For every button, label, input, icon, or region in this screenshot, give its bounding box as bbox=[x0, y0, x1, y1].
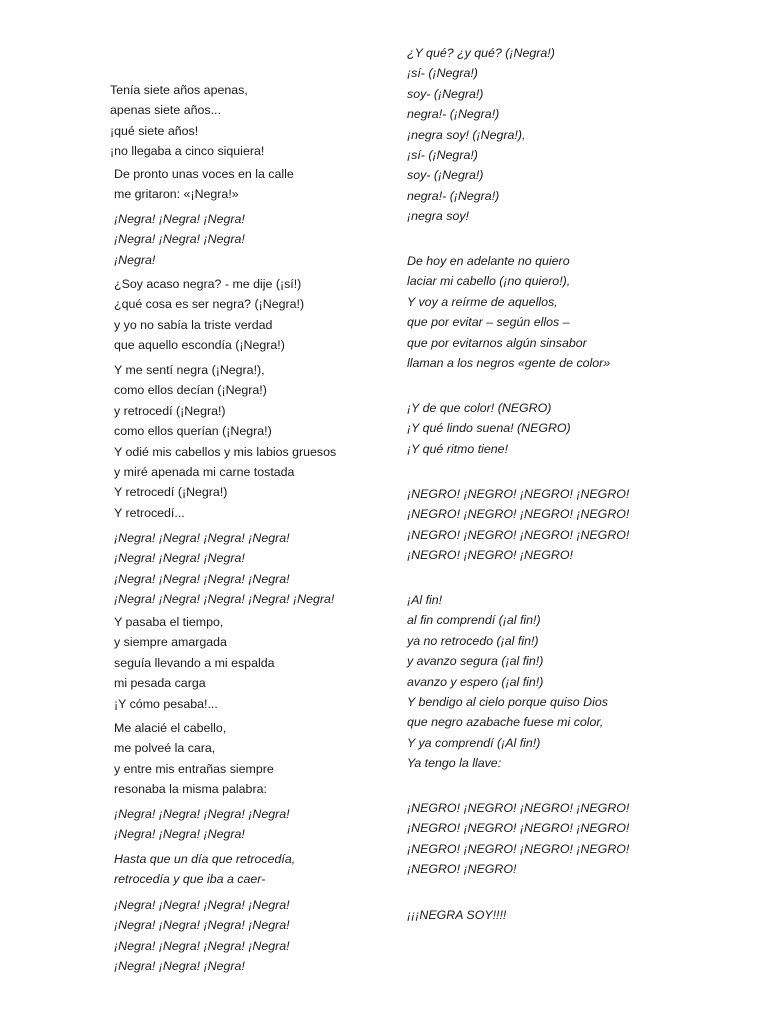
poem-line: apenas siete años... bbox=[110, 103, 221, 118]
poem-line: como ellos decían (¡Negra!) bbox=[114, 383, 267, 398]
stanza-left-6 bbox=[110, 528, 334, 610]
stanza-left-11 bbox=[110, 895, 290, 977]
poem-line: Me alacié el cabello, bbox=[114, 721, 227, 735]
poem-line: ¡no llegaba a cinco siquiera! bbox=[110, 144, 265, 159]
stanza-right-5 bbox=[407, 590, 608, 774]
poem-line: ¡NEGRO! ¡NEGRO! ¡NEGRO! ¡NEGRO! bbox=[407, 841, 630, 856]
poem-line: ¡NEGRO! ¡NEGRO! ¡NEGRO! ¡NEGRO! bbox=[407, 821, 630, 836]
poem-line: Y pasaba el tiempo, bbox=[114, 615, 224, 629]
poem-line: Y bendigo al cielo porque quiso Dios bbox=[407, 695, 608, 710]
poem-line: y miré apenada mi carne tostada bbox=[114, 465, 295, 480]
poem-line: ¡Negra! ¡Negra! ¡Negra! ¡Negra! bbox=[114, 807, 290, 821]
poem-line: ¿Soy acaso negra? - me dije (¡sí!) bbox=[114, 277, 302, 291]
poem-line: Y voy a reírme de aquellos, bbox=[407, 294, 558, 309]
poem-line: ¡NEGRO! ¡NEGRO! ¡NEGRO! ¡NEGRO! bbox=[407, 487, 630, 501]
poem-line: negra!- (¡Negra!) bbox=[407, 107, 500, 122]
poem-line: ¡Negra! ¡Negra! ¡Negra! bbox=[114, 232, 245, 247]
poem-line: ¡qué siete años! bbox=[110, 123, 199, 138]
poem-line: ¡Negra! ¡Negra! ¡Negra! bbox=[114, 959, 245, 974]
poem-line: mi pesada carga bbox=[114, 676, 206, 691]
poem-line: ya no retrocedo (¡al fin!) bbox=[407, 633, 539, 648]
poem-line: ¡NEGRO! ¡NEGRO! ¡NEGRO! bbox=[407, 548, 573, 563]
stanza-left-1 bbox=[110, 80, 264, 162]
poem-line: negra!- (¡Negra!) bbox=[407, 188, 500, 203]
poem-line: al fin comprendí (¡al fin!) bbox=[407, 613, 541, 628]
poem-line: ¡Negra! ¡Negra! ¡Negra! bbox=[114, 551, 245, 566]
poem-line: y entre mis entrañas siempre bbox=[114, 761, 274, 776]
poem-line: Y ya comprendí (¡Al fin!) bbox=[407, 735, 541, 750]
poem-line: ¿qué cosa es ser negra? (¡Negra!) bbox=[114, 297, 305, 312]
poem-line: ¡Negra! ¡Negra! ¡Negra! bbox=[114, 212, 245, 226]
poem-line: De hoy en adelante no quiero bbox=[407, 254, 570, 268]
poem-line: ¡Y cómo pesaba!... bbox=[114, 696, 218, 711]
poem-line: ¡Negra! ¡Negra! ¡Negra! ¡Negra! bbox=[114, 918, 290, 933]
poem-line: llaman a los negros «gente de color» bbox=[407, 356, 611, 371]
poem-line: ¡Y qué lindo suena! (NEGRO) bbox=[407, 421, 571, 436]
stanza-right-3 bbox=[407, 398, 571, 459]
poem-line: ¡Negra! ¡Negra! ¡Negra! ¡Negra! bbox=[114, 531, 290, 545]
poem-line: que negro azabache fuese mi color, bbox=[407, 715, 604, 730]
poem-line: ¡NEGRO! ¡NEGRO! bbox=[407, 862, 517, 877]
stanza-left-2 bbox=[110, 164, 294, 205]
poem-line: y avanzo segura (¡al fin!) bbox=[407, 654, 544, 669]
poem-line: ¡Negra! ¡Negra! ¡Negra! ¡Negra! ¡Negra! bbox=[114, 592, 335, 607]
poem-line: resonaba la misma palabra: bbox=[114, 782, 267, 797]
poem-line: avanzo y espero (¡al fin!) bbox=[407, 674, 544, 689]
poem-line: que por evitarnos algún sinsabor bbox=[407, 335, 587, 350]
poem-line: De pronto unas voces en la calle bbox=[114, 167, 294, 181]
poem-line: soy- (¡Negra!) bbox=[407, 168, 484, 183]
stanza-left-9 bbox=[110, 804, 290, 845]
stanza-right-2 bbox=[407, 251, 610, 373]
poem-line: ¿Y qué? ¿y qué? (¡Negra!) bbox=[407, 46, 555, 60]
poem-line: y retrocedí (¡Negra!) bbox=[114, 403, 226, 418]
poem-line: Y retrocedí... bbox=[114, 505, 185, 520]
stanza-left-7 bbox=[110, 612, 275, 714]
poem-line: ¡Y qué ritmo tiene! bbox=[407, 441, 509, 456]
poem-line: que aquello escondía (¡Negra!) bbox=[114, 338, 285, 353]
poem-line: Y me sentí negra (¡Negra!), bbox=[114, 363, 265, 377]
poem-line: soy- (¡Negra!) bbox=[407, 86, 484, 101]
poem-line: ¡Negra! bbox=[114, 252, 156, 267]
poem-line: ¡NEGRO! ¡NEGRO! ¡NEGRO! ¡NEGRO! bbox=[407, 527, 630, 542]
poem-line: ¡Negra! ¡Negra! ¡Negra! ¡Negra! bbox=[114, 938, 290, 953]
poem-line: ¡Negra! ¡Negra! ¡Negra! ¡Negra! bbox=[114, 571, 290, 586]
poem-line: laciar mi cabello (¡no quiero!), bbox=[407, 274, 571, 289]
poem-line: y siempre amargada bbox=[114, 635, 227, 650]
poem-line: ¡¡¡NEGRA SOY!!!! bbox=[407, 908, 507, 922]
stanza-right-1 bbox=[407, 43, 555, 227]
stanza-left-3 bbox=[110, 209, 245, 270]
poem-line: ¡sí- (¡Negra!) bbox=[407, 66, 478, 81]
poem-line: seguía llevando a mi espalda bbox=[114, 655, 275, 670]
poem-line: Y retrocedí (¡Negra!) bbox=[114, 485, 228, 500]
poem-line: ¡Al fin! bbox=[407, 593, 443, 607]
poem-line: Ya tengo la llave: bbox=[407, 756, 502, 771]
poem-line: ¡NEGRO! ¡NEGRO! ¡NEGRO! ¡NEGRO! bbox=[407, 507, 630, 522]
stanza-left-8 bbox=[110, 718, 274, 800]
poem-line: me polveé la cara, bbox=[114, 741, 216, 756]
stanza-right-4 bbox=[407, 484, 629, 566]
stanza-right-6 bbox=[407, 798, 629, 880]
stanza-left-5 bbox=[110, 360, 336, 523]
poem-line: ¡Y de que color! (NEGRO) bbox=[407, 401, 552, 415]
poem-line: ¡sí- (¡Negra!) bbox=[407, 148, 478, 163]
poem-line: y yo no sabía la triste verdad bbox=[114, 317, 273, 332]
stanza-left-10 bbox=[110, 849, 295, 890]
stanza-right-7 bbox=[407, 905, 506, 925]
poem-line: ¡NEGRO! ¡NEGRO! ¡NEGRO! ¡NEGRO! bbox=[407, 801, 630, 815]
poem-line: ¡Negra! ¡Negra! ¡Negra! bbox=[114, 827, 245, 842]
poem-line: Tenía siete años apenas, bbox=[110, 83, 248, 97]
poem-line: ¡negra soy! bbox=[407, 209, 469, 224]
poem-line: que por evitar – según ellos – bbox=[407, 315, 570, 330]
stanza-left-4 bbox=[110, 274, 304, 356]
poem-line: retrocedía y que iba a caer- bbox=[114, 872, 266, 887]
poem-line: me gritaron: «¡Negra!» bbox=[114, 187, 239, 202]
poem-line: ¡negra soy! (¡Negra!), bbox=[407, 127, 526, 142]
poem-line: ¡Negra! ¡Negra! ¡Negra! ¡Negra! bbox=[114, 898, 290, 912]
poem-line: Y odié mis cabellos y mis labios gruesos bbox=[114, 444, 337, 459]
poem-line: como ellos querían (¡Negra!) bbox=[114, 424, 272, 439]
poem-line: Hasta que un día que retrocedía, bbox=[114, 852, 296, 866]
